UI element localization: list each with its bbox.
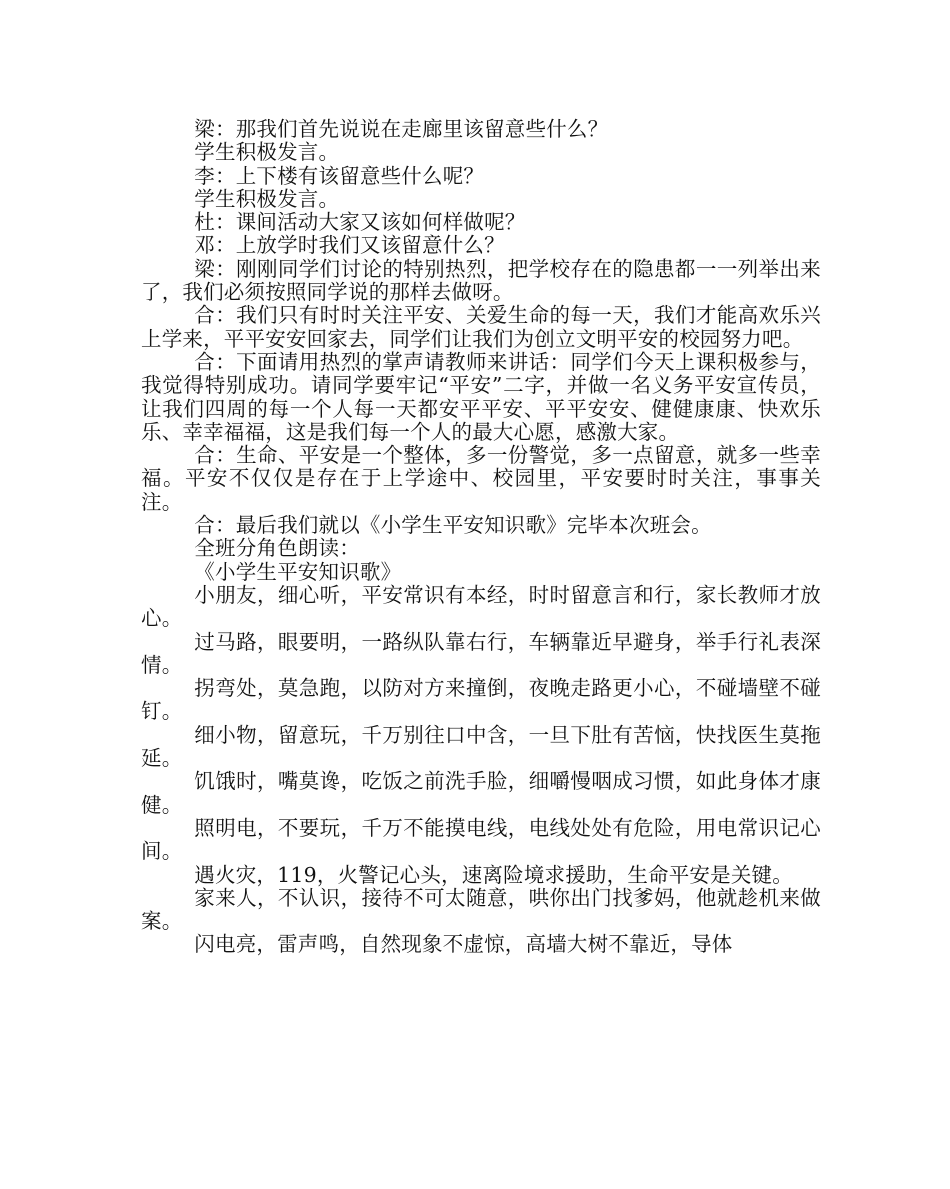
- poem-stanza: 过马路，眼要明，一路纵队靠右行，车辆靠近早避身，举手行礼表深情。: [141, 629, 821, 677]
- poem-stanza: 拐弯处，莫急跑，以防对方来撞倒，夜晚走路更小心，不碰墙壁不碰钉。: [141, 676, 821, 724]
- document-body: [141, 118, 821, 957]
- poem-stanza: 家来人，不认识，接待不可太随意，哄你出门找爹妈，他就趁机来做案。: [141, 885, 821, 934]
- paragraph: 全班分角色朗读：: [194, 536, 360, 561]
- paragraph: 杜：课间活动大家又该如何样做呢？: [194, 210, 526, 235]
- poem-stanza: 饥饿时，嘴莫谗，吃饭之前洗手脸，细嚼慢咽成习惯，如此身体才康健。: [141, 769, 821, 817]
- poem-title: 《小学生平安知识歌》: [194, 559, 402, 584]
- poem-stanza: 照明电，不要玩，千万不能摸电线，电线处处有危险，用电常识记心间。: [141, 815, 821, 864]
- paragraph: 合：最后我们就以《小学生平安知识歌》完毕本次班会。: [194, 513, 712, 538]
- poem-stanza: 细小物，留意玩，千万别往口中含，一旦下肚有苦恼，快找医生莫拖延。: [141, 722, 821, 771]
- paragraph: 梁：刚刚同学们讨论的特别热烈，把学校存在的隐患都一一列举出来了，我们必须按照同学说的那样去做呀。: [141, 256, 821, 305]
- paragraph: 梁：那我们首先说说在走廊里该留意些什么？: [194, 117, 609, 141]
- poem-stanza: 遇火灾，119，火警记心头，速离险境求援助，生命平安是关键。: [194, 862, 793, 887]
- paragraph: 学生积极发言。: [194, 140, 340, 165]
- paragraph: 李：上下楼有该留意些什么呢？: [194, 163, 485, 188]
- paragraph: 合：生命、平安是一个整体，多一份警觉，多一点留意，就多一些幸福。平安不仅仅是存在于上学途中、校园里，平安要时时关注，事事关注。: [141, 443, 821, 514]
- poem-stanza: 闪电亮，雷声鸣，自然现象不虚惊，高墙大树不靠近，导体: [194, 932, 733, 957]
- poem-stanza: 小朋友，细心听，平安常识有本经，时时留意言和行，家长教师才放心。: [141, 582, 821, 631]
- paragraph: 合：我们只有时时关注平安、关爱生命的每一天，我们才能高欢乐兴上学来，平平安安回家去，同学们让我们为创立文明平安的校园努力吧。: [141, 303, 821, 351]
- paragraph: 邓：上放学时我们又该留意什么？: [194, 233, 505, 258]
- paragraph: 合：下面请用热烈的掌声请教师来讲话：同学们今天上课积极参与，我觉得特别成功。请同学要牢记“平安”二字，并做一名义务平安宣传员，让我们四周的每一个人每一天都安平平安、平平安安、健健康康、快欢乐乐、幸幸福福，这是我们每一个人的最大心愿，感激大家。: [141, 349, 821, 444]
- paragraph: 学生积极发言。: [194, 186, 340, 211]
